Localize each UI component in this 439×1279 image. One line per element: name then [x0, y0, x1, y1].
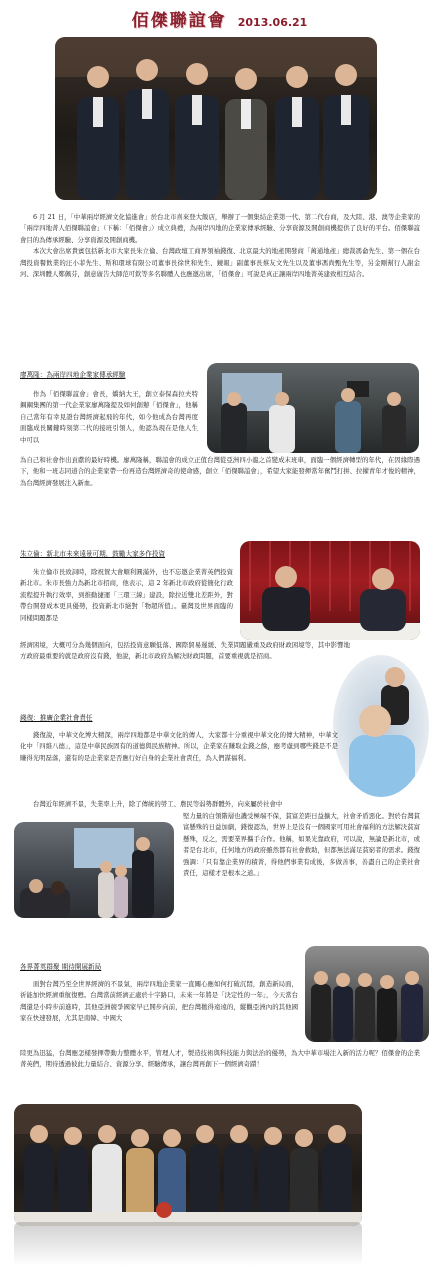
section-4-wide	[20, 1048, 420, 1071]
intro-paragraph: 6 月 21 日，「中華兩岸經濟文化協進會」於台北市喜來登大飯店，舉辦了一個集結企業第一代、第二代台商，及大陸、港、澳等企業家的「兩岸四地菁人佰傑聯誼會」（下稱：「佰傑會」）成立典禮，為兩岸四地的企業家傳承經驗、分享資源及開創商機提供了良好的平台。佰傑聯誼會目的為傳承經驗、分享資源及開創商機。	[20, 213, 420, 244]
section-1-text-narrow: 作為「佰傑聯誼會」會長，嬌納大王，創立泰保森拉夫特鋼鋼集團的第一代企業家廖萬隆提及如何創辦「佰傑會」，他稱自己當年有幸見證台灣經濟起飛的年代，如今他成為台灣再度面臨成長關鍵時刻第二代的接班引領人，他認為現在是他人生中可以	[20, 390, 198, 444]
group-photo-bottom	[14, 1104, 362, 1226]
section-2-narrow	[20, 567, 233, 624]
section-4-text-narrow: 面對台灣乃至全世界經濟的不景氣，兩岸四地企業家一直關心應如何打破沉悶，創造新局面，祈能加快經濟重航復甦。台灣當前經濟正處於十字路口，未來一年將是「決定性的一年」，今天當台灣還是小時步前進時，其他亞洲競爭國家早已開步向前，把台灣拋得遠遠的，縱觀亞洲內的其他國家在快速發展，尤其是南韓、中國大	[20, 980, 298, 1023]
qianfu-photo	[333, 655, 429, 797]
guests-photo-figures	[305, 946, 429, 1042]
speech-photo-figures	[14, 822, 174, 918]
speaker-photo-1	[207, 363, 419, 453]
group-photo-top-figures	[55, 37, 377, 200]
speaker-photo-1-figures	[207, 363, 419, 453]
section-heading-1: 廖萬隆：為兩岸四地企業家傳承經驗	[20, 371, 126, 379]
section-2-mid	[20, 640, 350, 663]
section-3-text-full: 台灣近年經濟不景，失業率上升，除了傳統的勞工、農民等弱勢群體外，向來屬於社會中	[33, 800, 283, 808]
page-title: 佰傑聯誼會	[131, 11, 227, 31]
guests-photo	[305, 946, 429, 1042]
section-3-text-narrow: 錢復說，中華文化博大精深，兩岸四地都是中華文化的傳人，大家都十分重視中華文化的傳大精神，中華文化中「四維八德」，這是中華民族固有的道德與民族精神。所以，企業家在賺取金錢之餘，應考慮到哪些錢是不是賺得光明磊落，還有的是企業家是否應行好自身的企業社會責任，為人們謀福利。	[20, 731, 338, 762]
section-1-narrow	[20, 389, 198, 446]
zhu-photo	[240, 541, 420, 640]
page-title-block	[0, 6, 439, 31]
group-photo-bottom-figures	[14, 1104, 362, 1226]
photo-reflection	[14, 1222, 362, 1266]
qianfu-photo-figures	[333, 655, 429, 797]
section-4-text-wide: 陸更為迅猛，台灣應怎樣發揮帶動力整體水平，管理人才，製造技術與科技能力與法治的優勢，為大中華市場注入新的活力呢？佰傑會的企業菁英們，期待透過彼此力量結合、資源分享、經驗傳承，讓台灣再創下一個經濟奇蹟！	[20, 1049, 420, 1069]
guests-paragraph: 本次大會出席貴賓包括新北市大家長朱立倫、台灣政壇工商界領袖錢復、北京最大的地產開發商「萬通地產」總裁馮侖先生、第一個在台灣投資餐飲業的汪小菲先生、斯和環球有限公司董事長徐世和先生、鏡報」副董事長蔡友文先生以及董事馮尚甄先生等，另金剛幫行人謝金河、深圳體人鄭佩芬，創意廣告大師范可欽等多名聯體人也應邀出席，「佰傑會」可說是真正讓兩岸四地菁英建致相互結合。	[20, 247, 420, 279]
group-photo-top	[55, 37, 377, 200]
page-date: 2013.06.21	[237, 16, 308, 29]
section-3-right	[183, 811, 420, 879]
speech-photo	[14, 822, 174, 918]
section-2-text-mid: 經濟困境，大概可分為幾個面向，包括投資意願低落、國際貿易遲緩、失業問題嚴重及政府財政困境等，其中影響地方政府最重要的就是政府沒有錢，他說，新北市政府為解決財政問題，首要重視就是招商。	[20, 641, 350, 661]
section-2-text-narrow: 朱立倫市長致詞時，除祝賀大會順利圓滿外，也不忘邀企業菁英們投資新北市。朱市長強力為新北市招商，他表示，這 2 年新北市政府從簡化行政流程提升執行效率，到推動捷運「三環三線」建設，除拉近雙北差距外，對帶台開發成本更具優勢，投資新北市絕對「物超所值」。臺灣及世界面臨的同樣問題都是	[20, 568, 233, 622]
section-1-wide	[20, 455, 420, 489]
section-1-text-wide: 為自己和社會作出貢獻的最好時機。廖萬隆稱，聯誼會的成立正值台灣從亞洲四小龍之首變成末班車，面臨一個經濟轉型的年代，在因緣際遇下，他和一班志同道合的企業家帶一份再造台灣經濟奇的使命感，創立「佰傑聯誼會」，希望大家能發揮當年奮鬥打拼、拉擢青年才俊的精神，為台灣經濟發展注入新血。	[20, 456, 420, 487]
section-heading-2: 朱立倫：新北市未來遠景可期，鼓勵大家多作投資	[20, 550, 166, 558]
section-3-full	[20, 799, 420, 810]
section-heading-3: 錢復：推廣企業社會責任	[20, 714, 93, 722]
section-heading-4: 各界菁英群聚 期待開展新局	[20, 963, 102, 971]
zhu-photo-figures	[240, 541, 420, 640]
section-3-text-right: 堅力量的白領階層也譏受極端不保，貧富差距日益擴大，社會矛盾惡化。對於台灣貧富懸殊的日益加劇，錢復認為，世界上是沒有一個國家可用社會福利的方法解決貧富懸殊，反之，需要業界攜手合作。他稱，如果光靠政府，可以說，無論是新北市，或者是台北市，任何地方的政府雖然都有社會救助，但都無法滿足貧窮者的需求。錢復強調：「只有靠企業界的積菁，得他們事業有成後，多做善事，善盡自己的企業社會責任，這樣才是根本之道。」	[183, 812, 420, 878]
section-3-narrow	[20, 730, 338, 764]
section-4-narrow	[20, 979, 298, 1025]
intro-block	[20, 212, 420, 280]
